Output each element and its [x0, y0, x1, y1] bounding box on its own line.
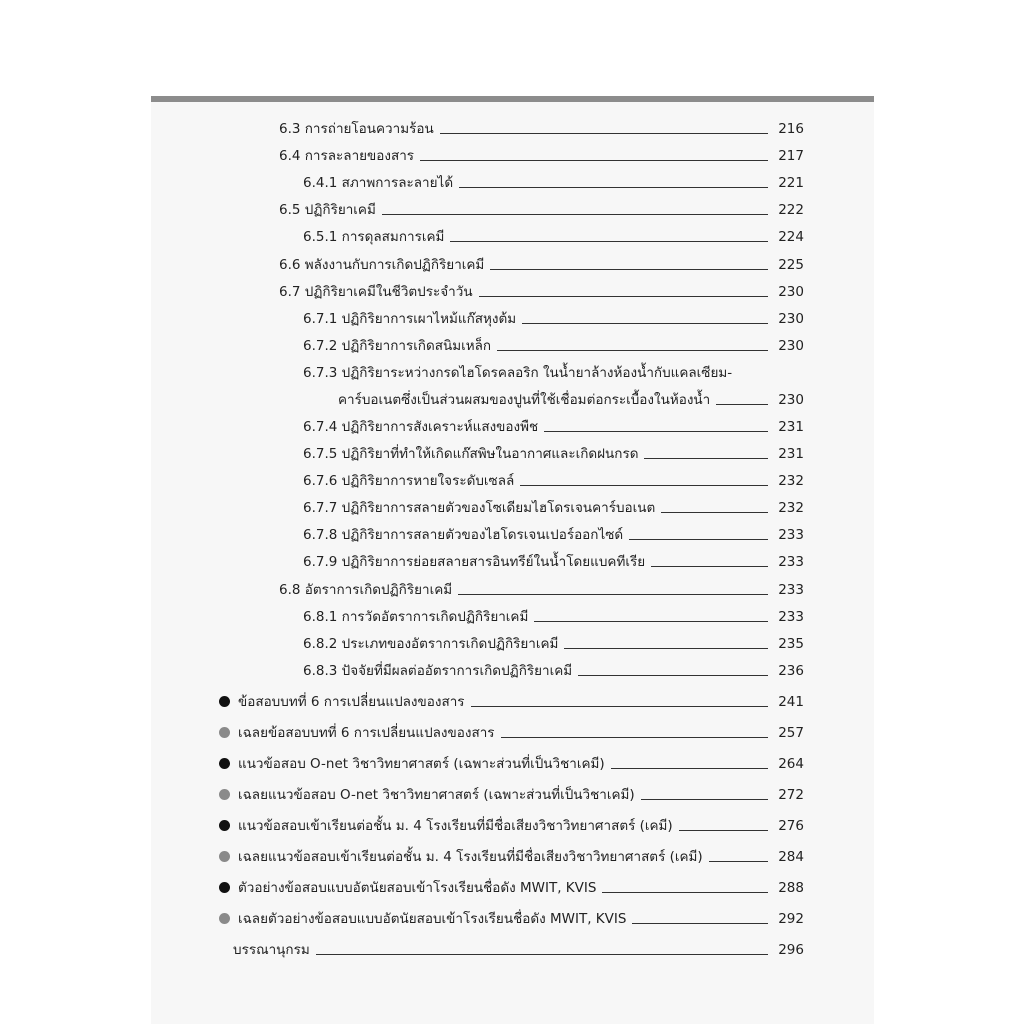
toc-entry-label: บรรณานุกรม: [233, 942, 310, 958]
toc-leader-line: [534, 621, 768, 622]
toc-entry[interactable]: [0, 605, 804, 627]
toc-entry[interactable]: [0, 334, 804, 356]
toc-entry-label: เฉลยตัวอย่างข้อสอบแบบอัตนัยสอบเข้าโรงเรียนชื่อดัง MWIT, KVIS: [238, 911, 627, 927]
header-rule: [151, 96, 874, 102]
toc-leader-line: [632, 923, 768, 924]
toc-entry[interactable]: [0, 496, 804, 518]
toc-entry-label: 6.7.8 ปฏิกิริยาการสลายตัวของไฮโดรเจนเปอร์ออกไซด์: [303, 527, 624, 543]
toc-leader-line: [544, 431, 768, 432]
toc-entry-label: 6.7 ปฏิกิริยาเคมีในชีวิตประจำวัน: [279, 284, 473, 300]
toc-entry[interactable]: [0, 225, 804, 247]
bullet-gray-icon: [219, 913, 230, 924]
bullet-black-icon: [219, 696, 230, 707]
toc-page-number: 233: [778, 527, 804, 543]
toc-page-number: 224: [778, 229, 804, 245]
toc-leader-line: [564, 648, 768, 649]
bullet-black-icon: [219, 820, 230, 831]
toc-entry-label: 6.8.1 การวัดอัตราการเกิดปฏิกิริยาเคมี: [303, 609, 529, 625]
toc-entry[interactable]: [0, 280, 804, 302]
toc-leader-line: [490, 269, 768, 270]
toc-entry-answers[interactable]: [0, 907, 804, 929]
toc-leader-line: [420, 160, 768, 161]
toc-leader-line: [497, 350, 768, 351]
toc-entry-continuation[interactable]: [0, 388, 804, 410]
toc-entry-label: 6.7.2 ปฏิกิริยาการเกิดสนิมเหล็ก: [303, 338, 492, 354]
toc-leader-line: [450, 241, 768, 242]
toc-entry-label: ตัวอย่างข้อสอบแบบอัตนัยสอบเข้าโรงเรียนชื่อดัง MWIT, KVIS: [238, 880, 597, 896]
toc-leader-line: [644, 458, 768, 459]
toc-entry[interactable]: [0, 415, 804, 437]
toc-entry[interactable]: [0, 632, 804, 654]
toc-leader-line: [651, 566, 768, 567]
bullet-gray-icon: [219, 789, 230, 800]
toc-entry-answers[interactable]: [0, 783, 804, 805]
toc-entry-label: 6.7.5 ปฏิกิริยาที่ทำให้เกิดแก๊สพิษในอากาศและเกิดฝนกรด: [303, 446, 639, 462]
toc-page-number: 230: [778, 338, 804, 354]
toc-entry-label: แนวข้อสอบเข้าเรียนต่อชั้น ม. 4 โรงเรียนที่มีชื่อเสียงวิชาวิทยาศาสตร์ (เคมี): [238, 818, 673, 834]
toc-entry-label: 6.3 การถ่ายโอนความร้อน: [279, 121, 434, 137]
toc-entry-exam[interactable]: [0, 752, 804, 774]
toc-page-number: 241: [778, 694, 804, 710]
toc-entry-label: เฉลยข้อสอบบทที่ 6 การเปลี่ยนแปลงของสาร: [238, 725, 495, 741]
toc-page-number: 233: [778, 609, 804, 625]
toc-entry-label: 6.4 การละลายของสาร: [279, 148, 415, 164]
toc-entry-label: 6.8.2 ประเภทของอัตราการเกิดปฏิกิริยาเคมี: [303, 636, 559, 652]
toc-leader-line: [661, 512, 768, 513]
toc-page-number: 222: [778, 202, 804, 218]
toc-page-number: 230: [778, 284, 804, 300]
toc-leader-line: [520, 485, 768, 486]
toc-entry-exam[interactable]: [0, 876, 804, 898]
toc-page-number: 272: [778, 787, 804, 803]
toc-entry[interactable]: [0, 253, 804, 275]
toc-leader-line: [501, 737, 768, 738]
bullet-gray-icon: [219, 727, 230, 738]
toc-page-number: 231: [778, 446, 804, 462]
toc-entry[interactable]: [0, 117, 804, 139]
toc-page-number: 288: [778, 880, 804, 896]
toc-entry-label: 6.7.4 ปฏิกิริยาการสังเคราะห์แสงของพืช: [303, 419, 539, 435]
toc-page-number: 236: [778, 663, 804, 679]
toc-leader-line: [716, 404, 768, 405]
toc-page-number: 257: [778, 725, 804, 741]
toc-page-number: 232: [778, 473, 804, 489]
toc-entry-label: 6.7.9 ปฏิกิริยาการย่อยสลายสารอินทรีย์ในน้ำโดยแบคทีเรีย: [303, 554, 646, 570]
toc-leader-line: [629, 539, 768, 540]
toc-entry[interactable]: [0, 578, 804, 600]
toc-entry[interactable]: [0, 659, 804, 681]
toc-page-number: 284: [778, 849, 804, 865]
toc-entry-label: 6.7.3 ปฏิกิริยาระหว่างกรดไฮโดรคลอริก ในน้ำยาล้างห้องน้ำกับแคลเซียม-: [303, 365, 733, 381]
toc-entry-exam[interactable]: [0, 814, 804, 836]
toc-entry[interactable]: [0, 171, 804, 193]
toc-entry-label: 6.8.3 ปัจจัยที่มีผลต่ออัตราการเกิดปฏิกิริยาเคมี: [303, 663, 573, 679]
toc-entry-label: 6.5 ปฏิกิริยาเคมี: [279, 202, 376, 218]
toc-leader-line: [459, 187, 768, 188]
toc-entry-answers[interactable]: [0, 721, 804, 743]
toc-page-number: 217: [778, 148, 804, 164]
toc-entry-label: 6.6 พลังงานกับการเกิดปฏิกิริยาเคมี: [279, 257, 485, 273]
toc-entry-label: 6.7.1 ปฏิกิริยาการเผาไหม้แก๊สหุงต้ม: [303, 311, 517, 327]
toc-leader-line: [458, 594, 768, 595]
toc-leader-line: [471, 706, 768, 707]
toc-page-number: 276: [778, 818, 804, 834]
toc-page-number: 292: [778, 911, 804, 927]
toc-page-number: 296: [778, 942, 804, 958]
toc-page-number: 264: [778, 756, 804, 772]
toc-leader-line: [709, 861, 768, 862]
toc-entry[interactable]: [0, 523, 804, 545]
toc-entry-label: เฉลยแนวข้อสอบเข้าเรียนต่อชั้น ม. 4 โรงเรียนที่มีชื่อเสียงวิชาวิทยาศาสตร์ (เคมี): [238, 849, 703, 865]
toc-entry-label: ข้อสอบบทที่ 6 การเปลี่ยนแปลงของสาร: [238, 694, 465, 710]
toc-entry[interactable]: [0, 442, 804, 464]
toc-entry[interactable]: [0, 469, 804, 491]
toc-entry[interactable]: [0, 550, 804, 572]
toc-page-number: 230: [778, 311, 804, 327]
toc-page-number: 232: [778, 500, 804, 516]
toc-page-number: 231: [778, 419, 804, 435]
toc-page-number: 233: [778, 582, 804, 598]
toc-leader-line: [679, 830, 768, 831]
toc-entry-label: เฉลยแนวข้อสอบ O-net วิชาวิทยาศาสตร์ (เฉพาะส่วนที่เป็นวิชาเคมี): [238, 787, 635, 803]
toc-entry-label: 6.5.1 การดุลสมการเคมี: [303, 229, 445, 245]
toc-leader-line: [316, 954, 768, 955]
toc-page-number: 235: [778, 636, 804, 652]
toc-leader-line: [578, 675, 768, 676]
toc-page-number: 216: [778, 121, 804, 137]
toc-entry[interactable]: [0, 198, 804, 220]
toc-page-number: 221: [778, 175, 804, 191]
toc-page-number: 230: [778, 392, 804, 408]
bullet-black-icon: [219, 882, 230, 893]
toc-entry-label: 6.4.1 สภาพการละลายได้: [303, 175, 454, 191]
toc-entry-label: แนวข้อสอบ O-net วิชาวิทยาศาสตร์ (เฉพาะส่วนที่เป็นวิชาเคมี): [238, 756, 605, 772]
toc-entry-label: 6.7.6 ปฏิกิริยาการหายใจระดับเซลล์: [303, 473, 515, 489]
toc-leader-line: [479, 296, 768, 297]
toc-entry-label: 6.7.7 ปฏิกิริยาการสลายตัวของโซเดียมไฮโดรเจนคาร์บอเนต: [303, 500, 656, 516]
toc-entry-bibliography[interactable]: [0, 938, 804, 960]
toc-entry-label: คาร์บอเนตซึ่งเป็นส่วนผสมของปูนที่ใช้เชื่อมต่อกระเบื้องในห้องน้ำ: [338, 392, 711, 408]
toc-entry-label: 6.8 อัตราการเกิดปฏิกิริยาเคมี: [279, 582, 453, 598]
bullet-black-icon: [219, 758, 230, 769]
toc-page-number: 225: [778, 257, 804, 273]
toc-entry[interactable]: [0, 361, 804, 383]
toc-leader-line: [641, 799, 768, 800]
bullet-gray-icon: [219, 851, 230, 862]
toc-entry[interactable]: [0, 307, 804, 329]
toc-entry[interactable]: [0, 144, 804, 166]
toc-leader-line: [602, 892, 768, 893]
toc-leader-line: [382, 214, 768, 215]
toc-leader-line: [611, 768, 768, 769]
toc-entry-answers[interactable]: [0, 845, 804, 867]
toc-page-number: 233: [778, 554, 804, 570]
toc-leader-line: [440, 133, 768, 134]
toc-entry-exam[interactable]: [0, 690, 804, 712]
toc-leader-line: [522, 323, 768, 324]
